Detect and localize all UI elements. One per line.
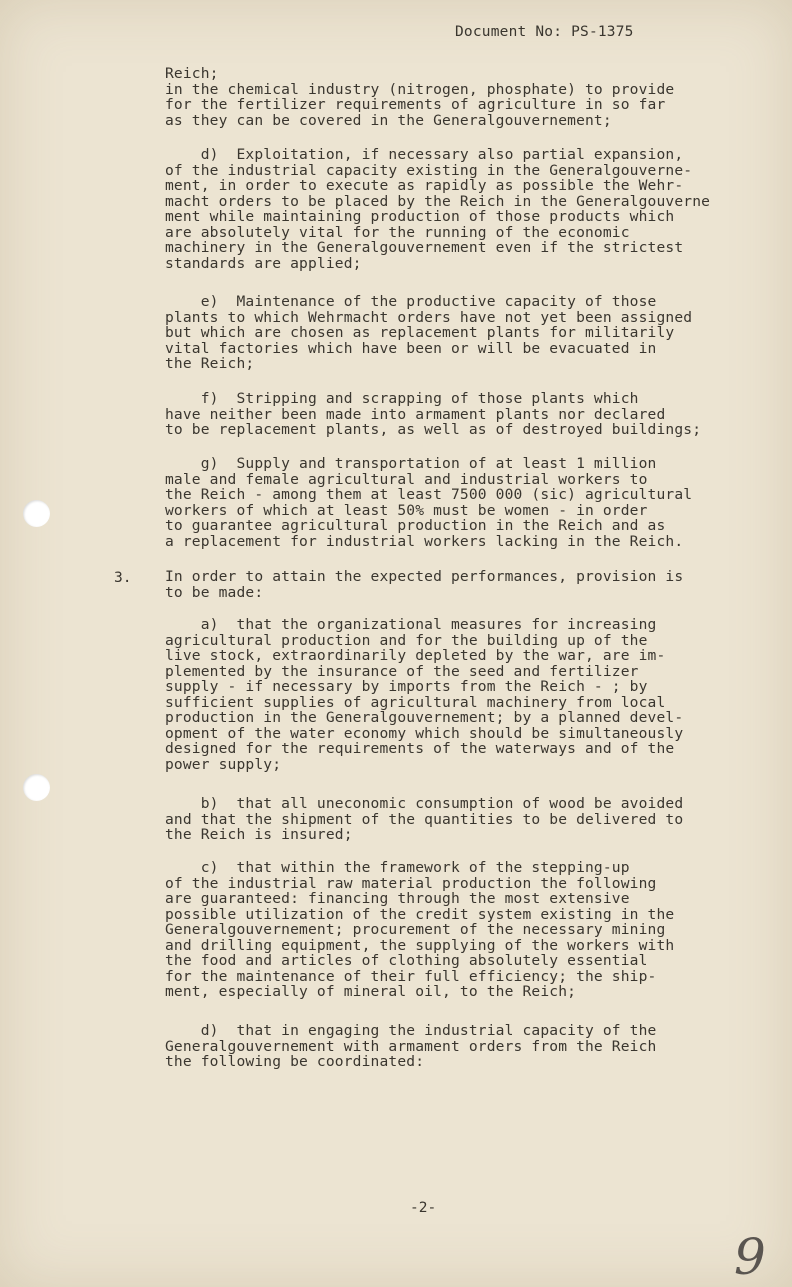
section3-intro: In order to attain the expected performances, provision is to be made: bbox=[165, 568, 684, 601]
punch-hole bbox=[23, 500, 50, 527]
paragraph-f: f) Stripping and scrapping of those plants which have neither been made into armament plants nor declared to be replacement plants, as well as of destroyed buildings; bbox=[165, 390, 702, 438]
document-number: Document No: PS-1375 bbox=[455, 24, 634, 40]
paragraph-d: d) Exploitation, if necessary also partial expansion, of the industrial capacity existing in the Generalgouverne- ment, in order to execute as rapidly as possible the Wehr- macht orders to be placed by the Reich in the Generalgouverne ment while maintaining production of those products which are absolutely vital for the running of the economic machinery in the Generalgouvernement even if the strictest standards are applied; bbox=[165, 146, 711, 272]
handwritten-page-mark: 9 bbox=[734, 1228, 766, 1286]
intro-paragraph: Reich; in the chemical industry (nitrogen, phosphate) to provide for the fertilizer requirements of agriculture in so far as they can be covered in the Generalgouvernement; bbox=[165, 65, 675, 129]
punch-hole bbox=[23, 774, 50, 801]
section-number: 3. bbox=[114, 569, 132, 586]
paragraph-e: e) Maintenance of the productive capacity of those plants to which Wehrmacht orders have not yet been assigned but which are chosen as replacement plants for militarily vital factories which have been or will be evacuated in the Reich; bbox=[165, 293, 693, 372]
section3-paragraph-b: b) that all uneconomic consumption of wood be avoided and that the shipment of the quantities to be delivered to the Reich is insured; bbox=[165, 795, 684, 843]
section3-paragraph-a: a) that the organizational measures for increasing agricultural production and for the building up of the live stock, extraordinarily depleted by the war, are im- plemented by the insurance of the seed and fertilizer supply - if necessary by imports from the Reich - ; by sufficient supplies of agricultural machinery from local production in the Generalgouvernement; by a planned devel- opment of the water economy which should be simultaneously designed for the requirements of the waterways and of the power supply; bbox=[165, 616, 684, 773]
section3-paragraph-c: c) that within the framework of the stepping-up of the industrial raw material production the following are guaranteed: financing through the most extensive possible utilization of the credit system existing in the Generalgouvernement; procurement of the necessary mining and drilling equipment, the supplying of the workers with the food and articles of clothing absolutely essential for the maintenance of their full efficiency; the ship- ment, especially of mineral oil, to the Reich; bbox=[165, 859, 675, 1000]
paragraph-g: g) Supply and transportation of at least 1 million male and female agricultural and industrial workers to the Reich - among them at least 7500 000 (sic) agricultural workers of which at least 50% must be women - in order to guarantee agricultural production in the Reich and as a replacement for industrial workers lacking in the Reich. bbox=[165, 455, 693, 550]
section3-paragraph-d: d) that in engaging the industrial capacity of the Generalgouvernement with armament orders from the Reich the following be coordinated: bbox=[165, 1022, 657, 1070]
page-number: -2- bbox=[410, 1200, 437, 1216]
